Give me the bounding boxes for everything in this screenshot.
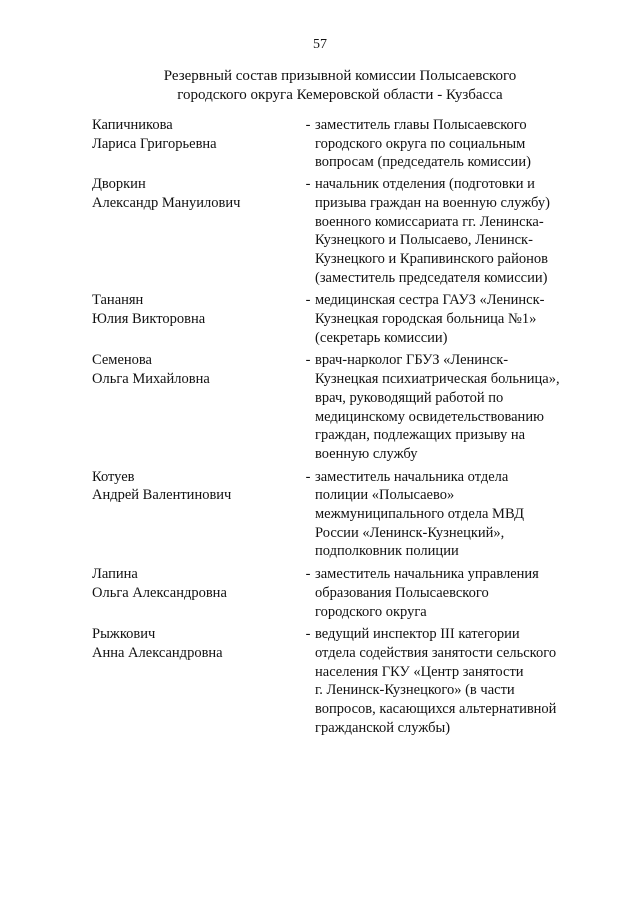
member-list	[0, 116, 640, 738]
member-name	[92, 351, 292, 388]
member-entry	[0, 291, 640, 347]
member-entry	[0, 116, 640, 172]
position-line: населения ГКУ «Центр занятости	[315, 663, 524, 680]
page-number: 57	[313, 37, 327, 52]
member-position	[315, 468, 587, 562]
position-line: врач-нарколог ГБУЗ «Ленинск-	[315, 352, 509, 369]
member-surname: Капичникова	[92, 117, 173, 133]
position-line: вопросам (председатель комиссии)	[315, 154, 531, 171]
member-entry	[0, 468, 640, 562]
position-line: Кузнецкого и Крапивинского районов	[315, 250, 548, 267]
position-line: городского округа по социальным	[315, 135, 526, 152]
position-line: ведущий инспектор III категории	[315, 626, 520, 643]
member-name	[92, 625, 292, 662]
member-name	[92, 116, 292, 153]
member-name	[92, 175, 292, 212]
position-line: Кузнецкая городская больница №1»	[315, 311, 537, 328]
position-line: г. Ленинск-Кузнецкого» (в части	[315, 682, 515, 699]
separator-dash: -	[305, 176, 311, 193]
member-position	[315, 291, 587, 347]
position-line: (секретарь комиссии)	[315, 329, 448, 346]
member-surname: Тананян	[92, 292, 144, 309]
member-entry	[0, 625, 640, 737]
member-surname: Котуев	[92, 468, 135, 485]
member-surname: Рыжкович	[92, 626, 156, 643]
separator-dash: -	[305, 626, 311, 643]
member-name	[92, 468, 292, 505]
separator-dash: -	[305, 468, 311, 485]
member-given-names: Ольга Александровна	[92, 584, 227, 601]
separator-dash: -	[305, 292, 311, 309]
member-name	[92, 291, 292, 328]
member-position	[315, 351, 587, 463]
member-surname: Семенова	[92, 352, 152, 369]
position-line: (заместитель председателя комиссии)	[315, 269, 548, 286]
position-line: заместитель главы Полысаевского	[315, 117, 527, 133]
member-position	[315, 565, 587, 621]
position-line: России «Ленинск-Кузнецкий»,	[315, 524, 505, 541]
member-name	[92, 565, 292, 602]
member-position	[315, 175, 587, 287]
position-line: медицинскому освидетельствованию	[315, 408, 544, 425]
position-line: начальник отделения (подготовки и	[315, 176, 535, 193]
position-line: полиции «Полысаево»	[315, 487, 455, 504]
member-given-names: Андрей Валентинович	[92, 487, 232, 504]
position-line: врач, руководящий работой по	[315, 389, 504, 406]
member-entry	[0, 351, 640, 463]
position-line: межмуниципального отдела МВД	[315, 506, 524, 523]
member-given-names: Анна Александровна	[92, 644, 223, 661]
title-line: городского округа Кемеровской области - Кузбасса	[177, 87, 503, 103]
position-line: подполковник полиции	[315, 543, 459, 560]
position-line: заместитель начальника управления	[315, 566, 539, 583]
member-surname: Лапина	[92, 566, 138, 583]
member-surname: Дворкин	[92, 176, 146, 193]
member-position	[315, 625, 587, 737]
member-given-names: Ольга Михайловна	[92, 371, 210, 388]
position-line: граждан, подлежащих призыву на	[315, 427, 526, 444]
title-line: Резервный состав призывной комиссии Полысаевского	[163, 68, 517, 84]
member-entry	[0, 565, 640, 621]
position-line: военного комиссариата гг. Ленинска-	[315, 213, 544, 230]
position-line: отдела содействия занятости сельского	[315, 644, 557, 661]
position-line: медицинская сестра ГАУЗ «Ленинск-	[315, 292, 545, 309]
member-given-names: Юлия Викторовна	[92, 311, 206, 328]
member-given-names: Лариса Григорьевна	[92, 135, 217, 152]
position-line: образования Полысаевского	[315, 584, 489, 601]
position-line: гражданской службы)	[315, 719, 451, 736]
member-position	[315, 116, 587, 172]
member-entry	[0, 175, 640, 287]
separator-dash: -	[305, 117, 311, 133]
separator-dash: -	[305, 566, 311, 583]
position-line: городского округа	[315, 603, 427, 620]
separator-dash: -	[305, 352, 311, 369]
position-line: военную службу	[315, 445, 418, 462]
position-line: Кузнецкого и Полысаево, Ленинск-	[315, 232, 533, 249]
member-given-names: Александр Мануилович	[92, 194, 241, 211]
document-title	[120, 67, 560, 105]
position-line: вопросов, касающихся альтернативной	[315, 701, 557, 718]
position-line: заместитель начальника отдела	[315, 468, 509, 485]
position-line: Кузнецкая психиатрическая больница»,	[315, 371, 560, 388]
position-line: призыва граждан на военную службу)	[315, 194, 550, 211]
